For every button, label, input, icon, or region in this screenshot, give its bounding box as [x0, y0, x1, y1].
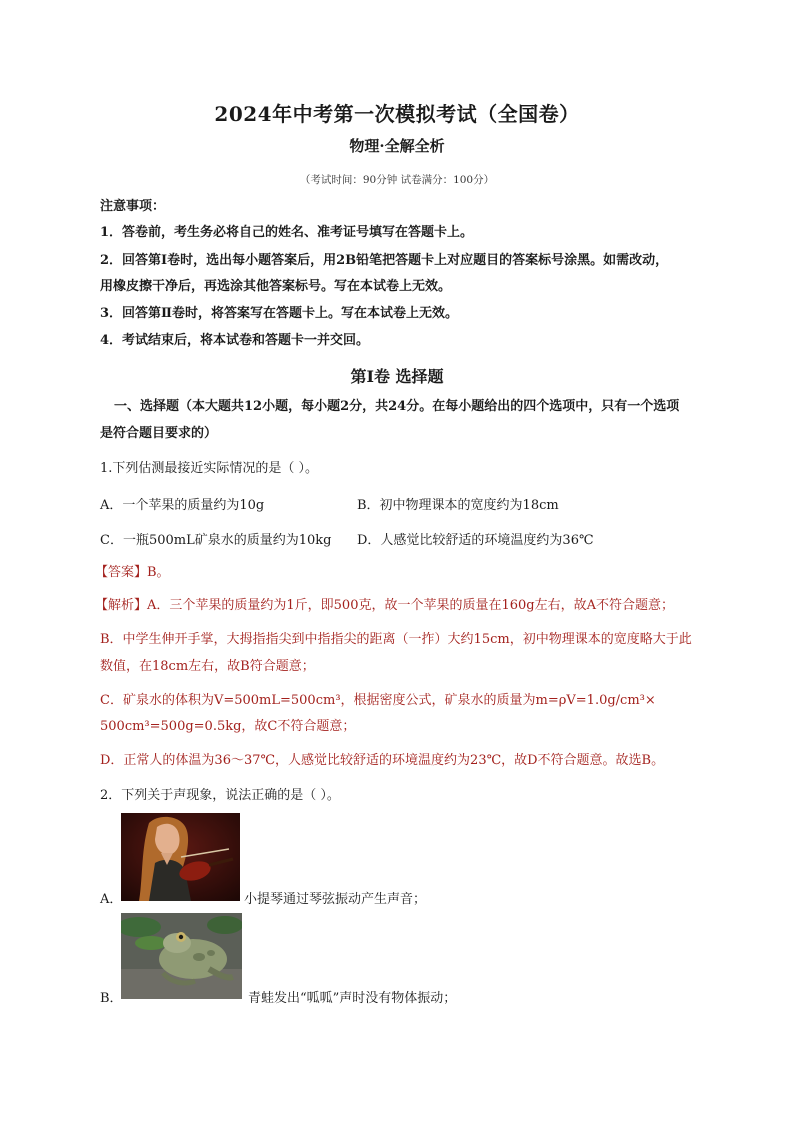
- option-b-letter: B．: [100, 991, 123, 1006]
- page-title: 2024年中考第一次模拟考试（全国卷）: [214, 102, 580, 126]
- question-stem: 2．下列关于声现象，说法正确的是（ ）。: [100, 788, 340, 803]
- analysis-line: C．矿泉水的体积为V=500mL=500cm³，根据密度公式，矿泉水的质量为m=ρV=1.0g/cm³×: [100, 693, 656, 708]
- option-a-caption: 小提琴通过琴弦振动产生声音；: [244, 892, 427, 907]
- section-title: 第Ⅰ卷 选择题: [350, 367, 444, 386]
- analysis-line: D．正常人的体温为36～37℃，人感觉比较舒适的环境温度约为23℃，故D不符合题意。故选B。: [100, 753, 665, 768]
- option-b: B．初中物理课本的宽度约为18cm: [357, 498, 559, 513]
- frog-image: [121, 913, 242, 999]
- analysis-line: B．中学生伸开手掌，大拇指指尖到中指指尖的距离（一拃）大约15cm，初中物理课本的宽度略大于此: [100, 632, 692, 647]
- question-stem: 1.下列估测最接近实际情况的是（ ）。: [100, 461, 319, 476]
- note-item: 用橡皮擦干净后，再选涂其他答案标号。写在本试卷上无效。: [100, 279, 452, 294]
- analysis-line: 数值，在18cm左右，故B符合题意；: [100, 659, 315, 674]
- exam-info: （考试时间：90分钟 试卷满分：100分）: [299, 174, 495, 186]
- answer-line: 【答案】B。: [95, 565, 170, 580]
- violin-player-image: [121, 813, 240, 901]
- note-item: 3．回答第Ⅱ卷时，将答案写在答题卡上。写在本试卷上无效。: [100, 306, 459, 321]
- note-item: 2．回答第Ⅰ卷时，选出每小题答案后，用2B铅笔把答题卡上对应题目的答案标号涂黑。如需改动，: [100, 253, 669, 268]
- page-subtitle: 物理·全解全析: [349, 137, 445, 155]
- option-d: D．人感觉比较舒适的环境温度约为36℃: [357, 533, 594, 548]
- note-item: 4．考试结束后，将本试卷和答题卡一并交回。: [100, 333, 370, 348]
- section-intro: 一、选择题（本大题共12小题，每小题2分，共24分。在每小题给出的四个选项中，只有一个选项: [114, 399, 680, 414]
- option-a: A．一个苹果的质量约为10g: [100, 498, 265, 513]
- analysis-line: 500cm³=500g=0.5kg，故C不符合题意；: [100, 719, 356, 734]
- note-item: 1．答卷前，考生务必将自己的姓名、准考证号填写在答题卡上。: [100, 225, 474, 240]
- option-c: C．一瓶500mL矿泉水的质量约为10kg: [100, 533, 332, 548]
- analysis-line: 【解析】A．三个苹果的质量约为1斤，即500克，故一个苹果的质量在160g左右，故A不符合题意；: [95, 598, 674, 613]
- option-b-caption: 青蛙发出“呱呱”声时没有物体振动；: [248, 991, 457, 1006]
- option-a-letter: A．: [100, 892, 123, 907]
- notes-heading: 注意事项：: [100, 199, 166, 214]
- section-intro: 是符合题目要求的）: [100, 426, 218, 441]
